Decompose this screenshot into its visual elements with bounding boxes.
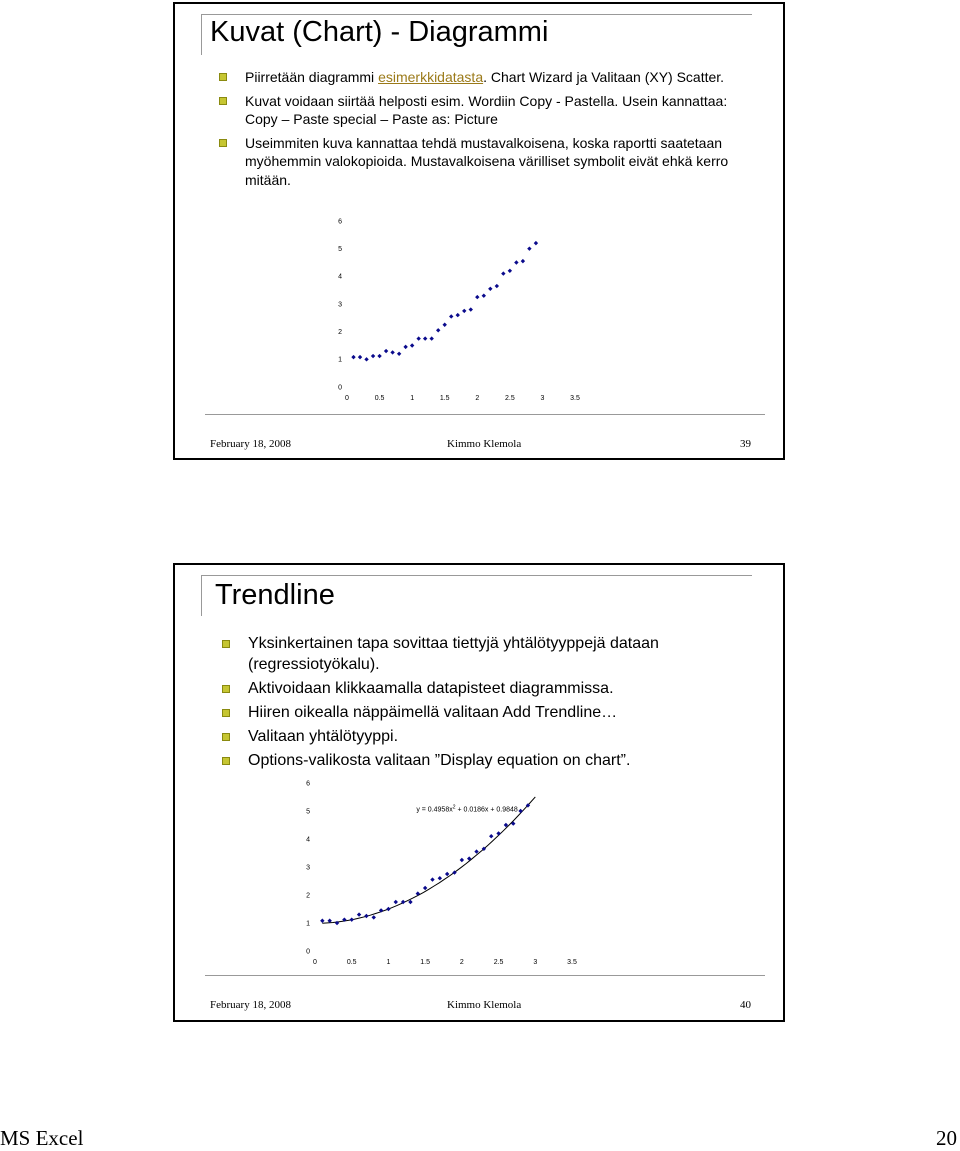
trendline-curve	[322, 797, 535, 923]
data-point	[534, 241, 538, 245]
data-point	[429, 336, 433, 340]
data-point	[527, 246, 531, 250]
data-point	[514, 260, 518, 264]
sample-data-link[interactable]: esimerkkidatasta	[378, 69, 484, 85]
x-tick-label: 1.5	[439, 395, 450, 402]
bullet-item	[222, 633, 742, 675]
x-tick-label: 2.5	[493, 959, 504, 966]
footer-author: Kimmo Klemola	[447, 999, 522, 1011]
x-tick-label: 0.5	[374, 395, 385, 402]
data-point	[501, 271, 505, 275]
data-point	[371, 354, 375, 358]
data-point	[489, 834, 493, 838]
bullet-item	[219, 92, 729, 129]
square-bullet-icon	[222, 757, 230, 765]
square-bullet-icon	[222, 733, 230, 741]
data-point	[445, 872, 449, 876]
data-point	[357, 912, 361, 916]
data-point	[364, 914, 368, 918]
footer-date: February 18, 2008	[210, 999, 291, 1011]
x-tick-label: 0.5	[346, 959, 357, 966]
data-point	[460, 858, 464, 862]
footer-rule	[205, 975, 765, 976]
bullet-text: Options-valikosta valitaan ”Display equation on chart”.	[248, 752, 631, 769]
data-point	[436, 328, 440, 332]
data-point	[416, 336, 420, 340]
data-point	[410, 343, 414, 347]
x-tick-label: 2	[459, 959, 464, 966]
bullet-list	[219, 68, 729, 194]
y-tick-label: 3	[306, 864, 310, 872]
y-tick-label: 5	[306, 808, 310, 816]
y-tick-label: 0	[338, 384, 342, 392]
data-point	[390, 350, 394, 354]
slide-39	[173, 2, 785, 460]
square-bullet-icon	[222, 640, 230, 648]
footer-page-number: 39	[740, 438, 751, 450]
y-tick-label: 2	[338, 329, 342, 336]
y-tick-label: 4	[306, 836, 310, 844]
data-point	[496, 831, 500, 835]
bullet-item	[222, 750, 742, 771]
bullet-text: Yksinkertainen tapa sovittaa tiettyjä yhtälötyyppejä dataan (regressiotyökalu).	[248, 635, 659, 673]
y-tick-label: 6	[306, 780, 310, 788]
data-point	[320, 919, 324, 923]
y-tick-label: 6	[338, 218, 342, 226]
y-tick-label: 5	[338, 246, 342, 253]
x-tick-label: 1	[386, 959, 391, 966]
data-point	[443, 323, 447, 327]
y-tick-label: 2	[306, 892, 310, 900]
bullet-text: Aktivoidaan klikkaamalla datapisteet diagrammissa.	[248, 680, 614, 697]
x-tick-label: 2	[475, 395, 480, 402]
y-tick-label: 1	[338, 356, 342, 364]
bullet-text: Useimmiten kuva kannattaa tehdä mustavalkoisena, koska raportti saatetaan myöhemmin valokopioida. Mustavalkoisena värilliset symbolit eivät ehkä kerro mitään.	[245, 134, 729, 188]
data-point	[518, 809, 522, 813]
data-point	[449, 314, 453, 318]
data-point	[403, 345, 407, 349]
footer-author: Kimmo Klemola	[447, 438, 522, 450]
bullet-text: Kuvat voidaan siirtää helposti esim. Wordiin Copy - Pastella. Usein kannattaa: Copy – Paste special – Paste as: Picture	[245, 92, 728, 127]
x-tick-label: 0	[345, 395, 349, 402]
x-tick-label: 3	[533, 959, 538, 966]
data-point	[397, 352, 401, 356]
data-point	[482, 294, 486, 298]
x-tick-label: 1.5	[420, 959, 431, 966]
bullet-item	[222, 702, 742, 723]
y-tick-label: 1	[306, 920, 310, 928]
x-tick-label: 3.5	[567, 959, 577, 966]
bullet-item	[222, 678, 742, 699]
slide-40	[173, 563, 785, 1022]
data-point	[456, 313, 460, 317]
data-point	[462, 309, 466, 313]
x-tick-label: 1	[410, 395, 415, 402]
x-tick-label: 0	[313, 959, 317, 966]
bullet-item	[219, 68, 729, 87]
document-footer-title: MS Excel	[0, 1126, 84, 1150]
data-point	[350, 917, 354, 921]
data-point	[423, 336, 427, 340]
bullet-text: Hiiren oikealla näppäimellä valitaan Add Trendline…	[248, 704, 618, 721]
data-point	[488, 287, 492, 291]
data-point	[351, 355, 355, 359]
scatter-chart[interactable]	[325, 214, 615, 404]
square-bullet-icon	[219, 97, 227, 105]
bullet-text: Valitaan yhtälötyyppi.	[248, 728, 399, 745]
data-point	[372, 915, 376, 919]
data-point	[377, 354, 381, 358]
square-bullet-icon	[222, 685, 230, 693]
data-point	[423, 886, 427, 890]
data-point	[475, 295, 479, 299]
data-point	[438, 876, 442, 880]
bullet-item	[222, 726, 742, 747]
x-tick-label: 3	[540, 395, 545, 402]
square-bullet-icon	[222, 709, 230, 717]
data-point	[364, 357, 368, 361]
data-point	[495, 284, 499, 288]
document-page-number: 20	[936, 1126, 957, 1150]
y-tick-label: 0	[306, 948, 310, 956]
data-point	[430, 877, 434, 881]
footer-page-number: 40	[740, 999, 751, 1011]
scatter-chart-with-trendline[interactable]	[285, 775, 595, 985]
y-tick-label: 4	[338, 273, 342, 281]
footer-date: February 18, 2008	[210, 438, 291, 450]
square-bullet-icon	[219, 73, 227, 81]
square-bullet-icon	[219, 139, 227, 147]
slide-title: Trendline	[215, 579, 335, 611]
bullet-list	[222, 633, 742, 774]
x-tick-label: 3.5	[570, 395, 580, 402]
data-point	[469, 307, 473, 311]
bullet-text: . Chart Wizard ja Valitaan (XY) Scatter.	[483, 69, 725, 85]
bullet-item	[219, 134, 729, 190]
trendline-equation: $y = 0.4958x^2 + 0.0186x + 0.9848$	[416, 804, 518, 814]
data-point	[358, 355, 362, 359]
y-tick-label: 3	[338, 301, 342, 309]
x-tick-label: 2.5	[504, 395, 515, 402]
data-point	[508, 269, 512, 273]
data-point	[384, 349, 388, 353]
footer-rule	[205, 414, 765, 415]
data-point	[386, 907, 390, 911]
bullet-text: Piirretään diagrammi	[245, 69, 379, 85]
data-point	[521, 259, 525, 263]
slide-title: Kuvat (Chart) - Diagrammi	[210, 16, 549, 48]
data-point	[394, 900, 398, 904]
